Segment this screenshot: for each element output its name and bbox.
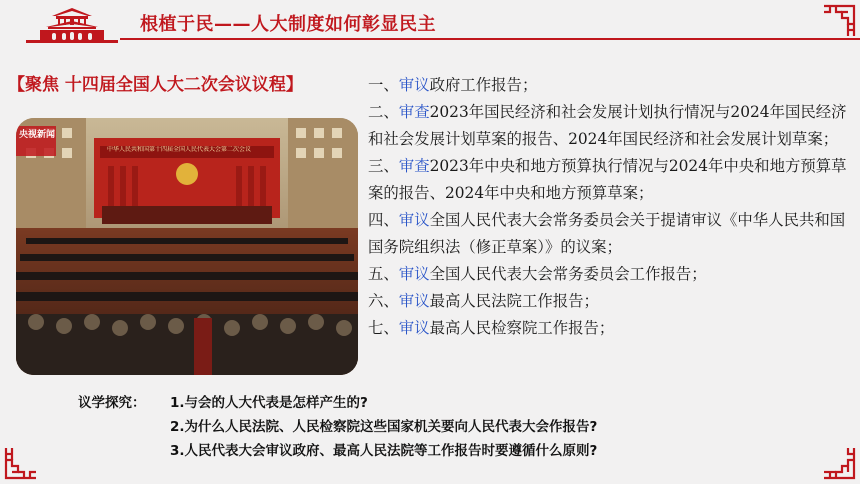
- question-1: 1.与会的人大代表是怎样产生的?: [170, 395, 368, 411]
- focus-heading: 【聚焦 十四届全国人大二次会议议程】: [8, 75, 303, 95]
- tiananmen-gate-icon: [22, 6, 122, 44]
- inquiry-label: 议学探究：: [78, 395, 146, 411]
- agenda-item: 六、审议最高人民法院工作报告；: [368, 292, 599, 310]
- corner-ornament-bottom-right-icon: [822, 446, 856, 480]
- page-title: 根植于民——人大制度如何彰显民主: [140, 14, 436, 35]
- question-2: 2.为什么人民法院、人民检察院这些国家机关要向人民代表大会作报告?: [170, 419, 598, 435]
- photo-banner-text: 中华人民共和国第十四届全国人民代表大会第二次会议: [106, 146, 251, 153]
- agenda-list: [368, 72, 854, 342]
- agenda-item: 七、审议最高人民检察院工作报告；: [368, 319, 615, 337]
- corner-ornament-bottom-left-icon: [4, 446, 38, 480]
- agenda-item: 四、审议全国人民代表大会常务委员会关于提请审议《中华人民共和国国务院组织法（修正草案）》的议案；: [368, 211, 846, 256]
- title-divider: [120, 38, 860, 40]
- question-3: 3.人民代表大会审议政府、最高人民法院等工作报告时要遵循什么原则?: [170, 443, 598, 459]
- slide-header: [0, 0, 860, 46]
- congress-hall-photo: [16, 118, 358, 375]
- agenda-item: 三、审查2023年中央和地方预算执行情况与2024年中央和地方预算草案的报告、2024年中央和地方预算草案；: [368, 157, 847, 202]
- agenda-item: 一、审议政府工作报告；: [368, 76, 538, 94]
- agenda-item: 五、审议全国人民代表大会常务委员会工作报告；: [368, 265, 707, 283]
- agenda-item: 二、审查2023年国民经济和社会发展计划执行情况与2024年国民经济和社会发展计划草案的报告、2024年国民经济和社会发展计划草案；: [368, 103, 847, 148]
- photo-watermark: 央视新闻: [18, 130, 55, 140]
